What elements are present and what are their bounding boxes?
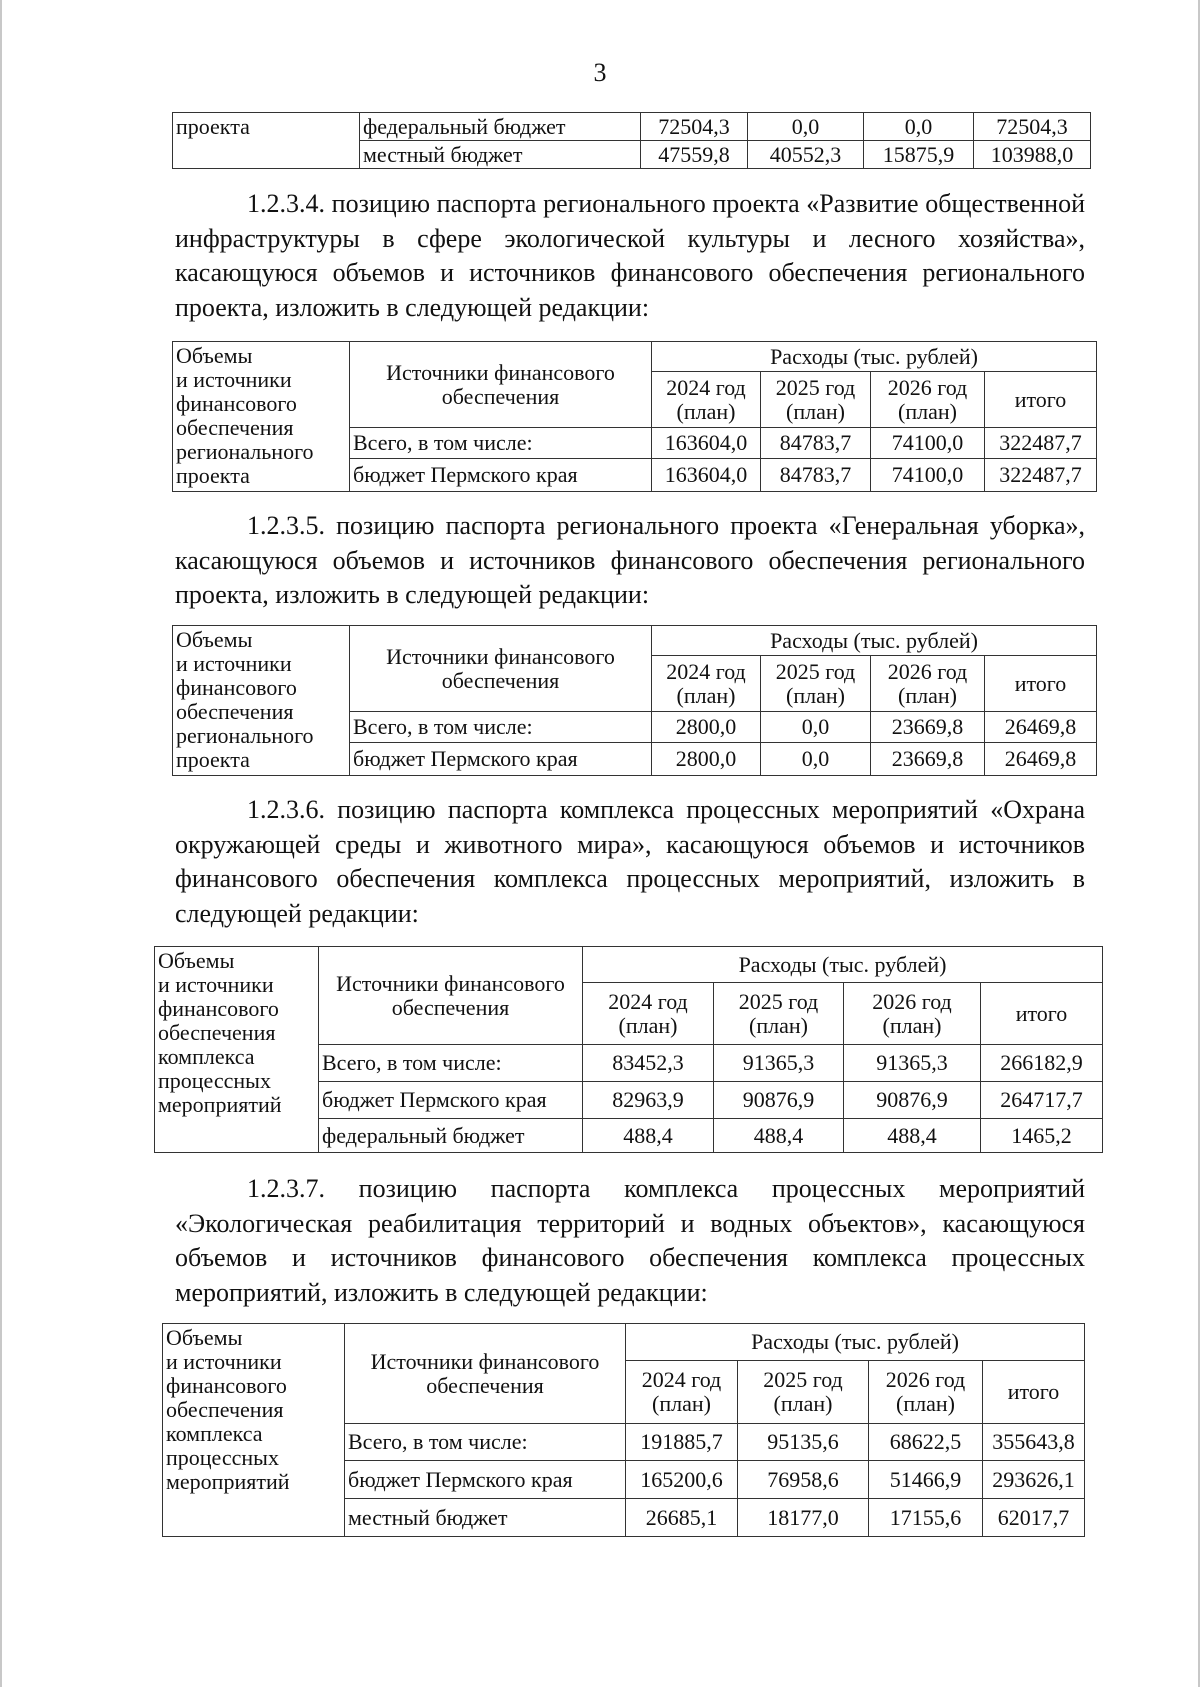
total-cell: 355643,8 bbox=[983, 1424, 1085, 1461]
source-cell: Всего, в том числе: bbox=[350, 428, 652, 459]
value-cell: 83452,3 bbox=[583, 1045, 714, 1082]
value-cell: 91365,3 bbox=[844, 1045, 981, 1082]
table-1-2-3-4 bbox=[172, 341, 1097, 492]
total-header: итого bbox=[981, 983, 1103, 1045]
value-cell: 488,4 bbox=[583, 1119, 714, 1153]
source-cell: Всего, в том числе: bbox=[350, 712, 652, 743]
year-2025-header: 2025 год (план) bbox=[761, 372, 871, 428]
sources-header: Источники финансового обеспечения bbox=[319, 947, 583, 1045]
value-cell: 17155,6 bbox=[869, 1499, 983, 1537]
year-2026-header: 2026 год (план) bbox=[871, 656, 985, 712]
year-2024-header: 2024 год (план) bbox=[626, 1361, 738, 1424]
expenses-header: Расходы (тыс. рублей) bbox=[626, 1324, 1085, 1361]
value-cell: 165200,6 bbox=[626, 1461, 738, 1499]
value-cell: 82963,9 bbox=[583, 1082, 714, 1119]
year-2024-header: 2024 год (план) bbox=[583, 983, 714, 1045]
paragraph-1-2-3-6: 1.2.3.6. позицию паспорта комплекса процессных мероприятий «Охрана окружающей среды и животного мира», касающуюся объемов и источников финансового обеспечения комплекса процессных мероприятий, изложить в следующей редакции: bbox=[175, 795, 1085, 928]
source-cell: федеральный бюджет bbox=[360, 113, 641, 141]
table-1-2-3-6 bbox=[154, 946, 1103, 1153]
value-cell: 74100,0 bbox=[871, 428, 985, 459]
value-cell: 68622,5 bbox=[869, 1424, 983, 1461]
table-1-2-3-7 bbox=[162, 1323, 1085, 1537]
scan-edge-left bbox=[0, 0, 2, 1687]
source-cell: бюджет Пермского края bbox=[350, 459, 652, 492]
value-cell: 2800,0 bbox=[652, 712, 761, 743]
value-cell: 191885,7 bbox=[626, 1424, 738, 1461]
value-cell: 163604,0 bbox=[652, 428, 761, 459]
value-cell: 26685,1 bbox=[626, 1499, 738, 1537]
source-cell: Всего, в том числе: bbox=[319, 1045, 583, 1082]
year-2026-header: 2026 год (план) bbox=[869, 1361, 983, 1424]
value-cell: 488,4 bbox=[844, 1119, 981, 1153]
sources-header: Источники финансового обеспечения bbox=[350, 626, 652, 712]
total-cell: 62017,7 bbox=[983, 1499, 1085, 1537]
total-cell: 264717,7 bbox=[981, 1082, 1103, 1119]
value-cell: 163604,0 bbox=[652, 459, 761, 492]
value-cell: 90876,9 bbox=[714, 1082, 844, 1119]
value-cell: 76958,6 bbox=[738, 1461, 869, 1499]
value-cell: 95135,6 bbox=[738, 1424, 869, 1461]
volume-sources-label: Объемы и источники финансового обеспечения регионального проекта bbox=[173, 342, 350, 492]
year-2025-header: 2025 год (план) bbox=[761, 656, 871, 712]
sources-header: Источники финансового обеспечения bbox=[345, 1324, 626, 1424]
year-2026-header: 2026 год (план) bbox=[844, 983, 981, 1045]
source-cell: Всего, в том числе: bbox=[345, 1424, 626, 1461]
value-cell: 0,0 bbox=[748, 113, 864, 141]
source-cell: бюджет Пермского края bbox=[319, 1082, 583, 1119]
volume-sources-label: Объемы и источники финансового обеспечения комплекса процессных мероприятий bbox=[163, 1324, 345, 1537]
value-cell: 23669,8 bbox=[871, 743, 985, 776]
year-2026-header: 2026 год (план) bbox=[871, 372, 985, 428]
top-table-label: проекта bbox=[173, 113, 360, 169]
year-2025-header: 2025 год (план) bbox=[714, 983, 844, 1045]
volume-sources-label: Объемы и источники финансового обеспечения комплекса процессных мероприятий bbox=[155, 947, 319, 1153]
paragraph-1-2-3-4: 1.2.3.4. позицию паспорта регионального проекта «Развитие общественной инфраструктуры в сфере экологической культуры и лесного хозяйства», касающуюся объемов и источников финансового обеспечения регионального проекта, изложить в следующей редакции: bbox=[175, 189, 1085, 322]
total-cell: 72504,3 bbox=[974, 113, 1091, 141]
value-cell: 40552,3 bbox=[748, 141, 864, 169]
total-header: итого bbox=[985, 656, 1097, 712]
paragraph-1-2-3-5: 1.2.3.5. позицию паспорта регионального проекта «Генеральная уборка», касающуюся объемов и источников финансового обеспечения регионального проекта, изложить в следующей редакции: bbox=[175, 511, 1085, 609]
value-cell: 84783,7 bbox=[761, 459, 871, 492]
value-cell: 90876,9 bbox=[844, 1082, 981, 1119]
value-cell: 18177,0 bbox=[738, 1499, 869, 1537]
value-cell: 47559,8 bbox=[641, 141, 748, 169]
value-cell: 2800,0 bbox=[652, 743, 761, 776]
total-cell: 103988,0 bbox=[974, 141, 1091, 169]
total-cell: 266182,9 bbox=[981, 1045, 1103, 1082]
year-2024-header: 2024 год (план) bbox=[652, 372, 761, 428]
total-cell: 322487,7 bbox=[985, 459, 1097, 492]
total-cell: 322487,7 bbox=[985, 428, 1097, 459]
total-cell: 26469,8 bbox=[985, 743, 1097, 776]
year-2024-header: 2024 год (план) bbox=[652, 656, 761, 712]
value-cell: 91365,3 bbox=[714, 1045, 844, 1082]
total-cell: 293626,1 bbox=[983, 1461, 1085, 1499]
value-cell: 0,0 bbox=[864, 113, 974, 141]
total-cell: 1465,2 bbox=[981, 1119, 1103, 1153]
source-cell: федеральный бюджет bbox=[319, 1119, 583, 1153]
source-cell: местный бюджет bbox=[360, 141, 641, 169]
value-cell: 0,0 bbox=[761, 712, 871, 743]
total-cell: 26469,8 bbox=[985, 712, 1097, 743]
top-continuation-table bbox=[172, 112, 1091, 169]
source-cell: местный бюджет bbox=[345, 1499, 626, 1537]
value-cell: 74100,0 bbox=[871, 459, 985, 492]
page-number: 3 bbox=[593, 58, 607, 87]
value-cell: 488,4 bbox=[714, 1119, 844, 1153]
source-cell: бюджет Пермского края bbox=[350, 743, 652, 776]
value-cell: 23669,8 bbox=[871, 712, 985, 743]
value-cell: 0,0 bbox=[761, 743, 871, 776]
year-2025-header: 2025 год (план) bbox=[738, 1361, 869, 1424]
volume-sources-label: Объемы и источники финансового обеспечения регионального проекта bbox=[173, 626, 350, 776]
sources-header: Источники финансового обеспечения bbox=[350, 342, 652, 428]
value-cell: 84783,7 bbox=[761, 428, 871, 459]
total-header: итого bbox=[983, 1361, 1085, 1424]
value-cell: 51466,9 bbox=[869, 1461, 983, 1499]
source-cell: бюджет Пермского края bbox=[345, 1461, 626, 1499]
paragraph-1-2-3-7: 1.2.3.7. позицию паспорта комплекса процессных мероприятий «Экологическая реабилитация территорий и водных объектов», касающуюся объемов и источников финансового обеспечения комплекса процессных мероприятий, изложить в следующей редакции: bbox=[175, 1174, 1085, 1307]
expenses-header: Расходы (тыс. рублей) bbox=[652, 626, 1097, 656]
value-cell: 72504,3 bbox=[641, 113, 748, 141]
value-cell: 15875,9 bbox=[864, 141, 974, 169]
total-header: итого bbox=[985, 372, 1097, 428]
expenses-header: Расходы (тыс. рублей) bbox=[652, 342, 1097, 372]
table-1-2-3-5 bbox=[172, 625, 1097, 776]
expenses-header: Расходы (тыс. рублей) bbox=[583, 947, 1103, 983]
